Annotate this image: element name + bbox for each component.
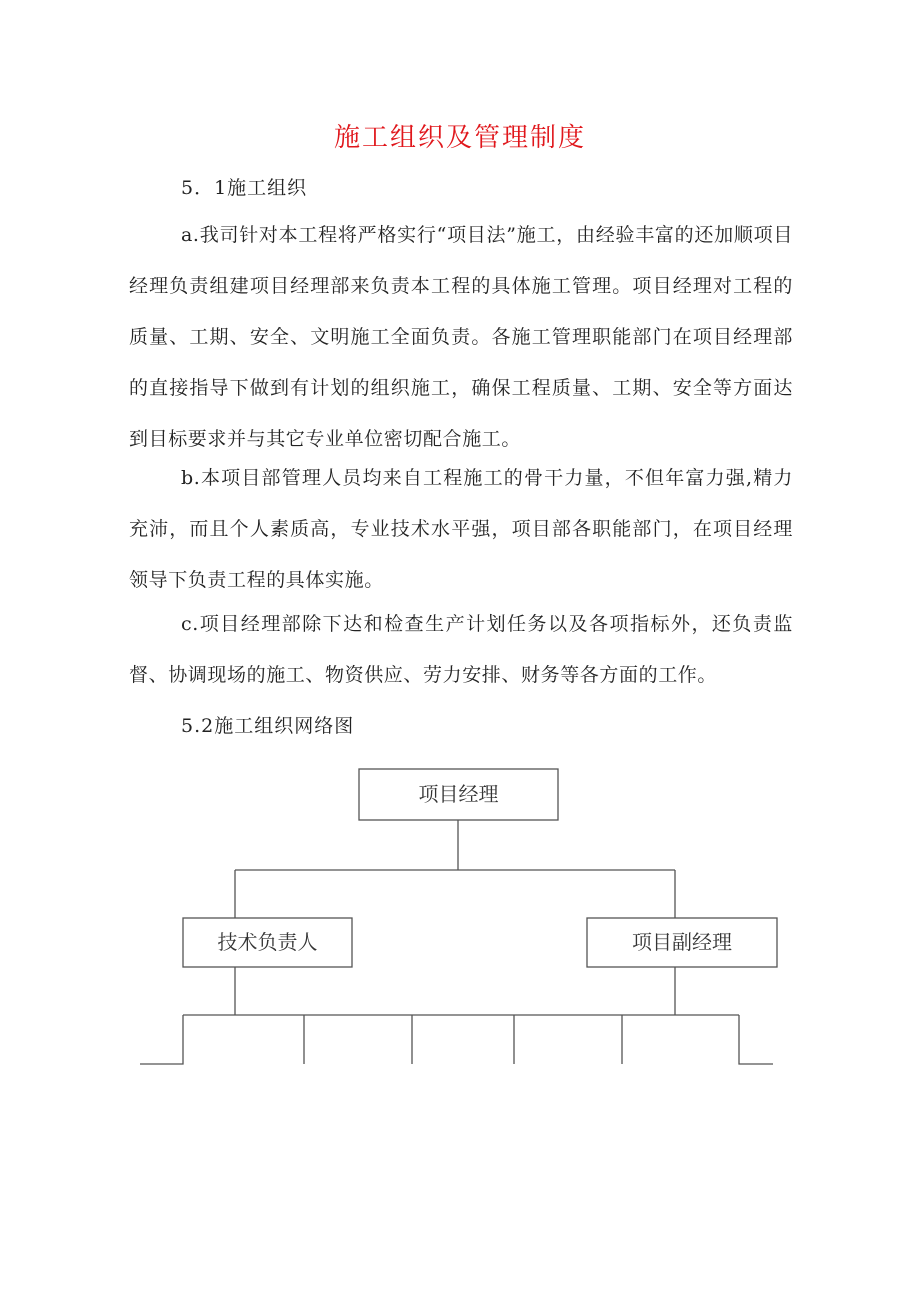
bottom-branch-right [739,1015,773,1064]
page-title: 施工组织及管理制度 [333,123,586,153]
section-heading-5-2: 5.2施工组织网络图 [181,715,355,737]
bottom-branch-left [140,1015,183,1064]
node-technical-lead [183,918,352,967]
paragraph-a: a.我司针对本工程将严格实行“项目法”施工，由经验丰富的还加顺项目经理负责组建项目经理部来负责本工程的具体施工管理。项目经理对工程的质量、工期、安全、文明施工全面负责。各施工管理职能部门在项目经理部的直接指导下做到有计划的组织施工，确保工程质量、工期、安全等方面达到目标要求并与其它专业单位密切配合施工。 [129,224,793,450]
node-label-project-manager: 项目经理 [418,782,499,806]
node-project-manager [359,769,558,820]
paragraph-c: c.项目经理部除下达和检查生产计划任务以及各项指标外，还负责监督、协调现场的施工、物资供应、劳力安排、财务等各方面的工作。 [129,613,793,686]
paragraph-b: b.本项目部管理人员均来自工程施工的骨干力量，不但年富力强,精力充沛，而且个人素质高，专业技术水平强，项目部各职能部门，在项目经理领导下负责工程的具体实施。 [129,467,793,591]
node-label-technical-lead: 技术负责人 [217,930,318,954]
node-label-deputy-manager: 项目副经理 [632,930,732,954]
section-heading-5-1: 5．1施工组织 [181,177,308,199]
org-chart [0,750,920,1090]
node-deputy-manager [587,918,777,967]
